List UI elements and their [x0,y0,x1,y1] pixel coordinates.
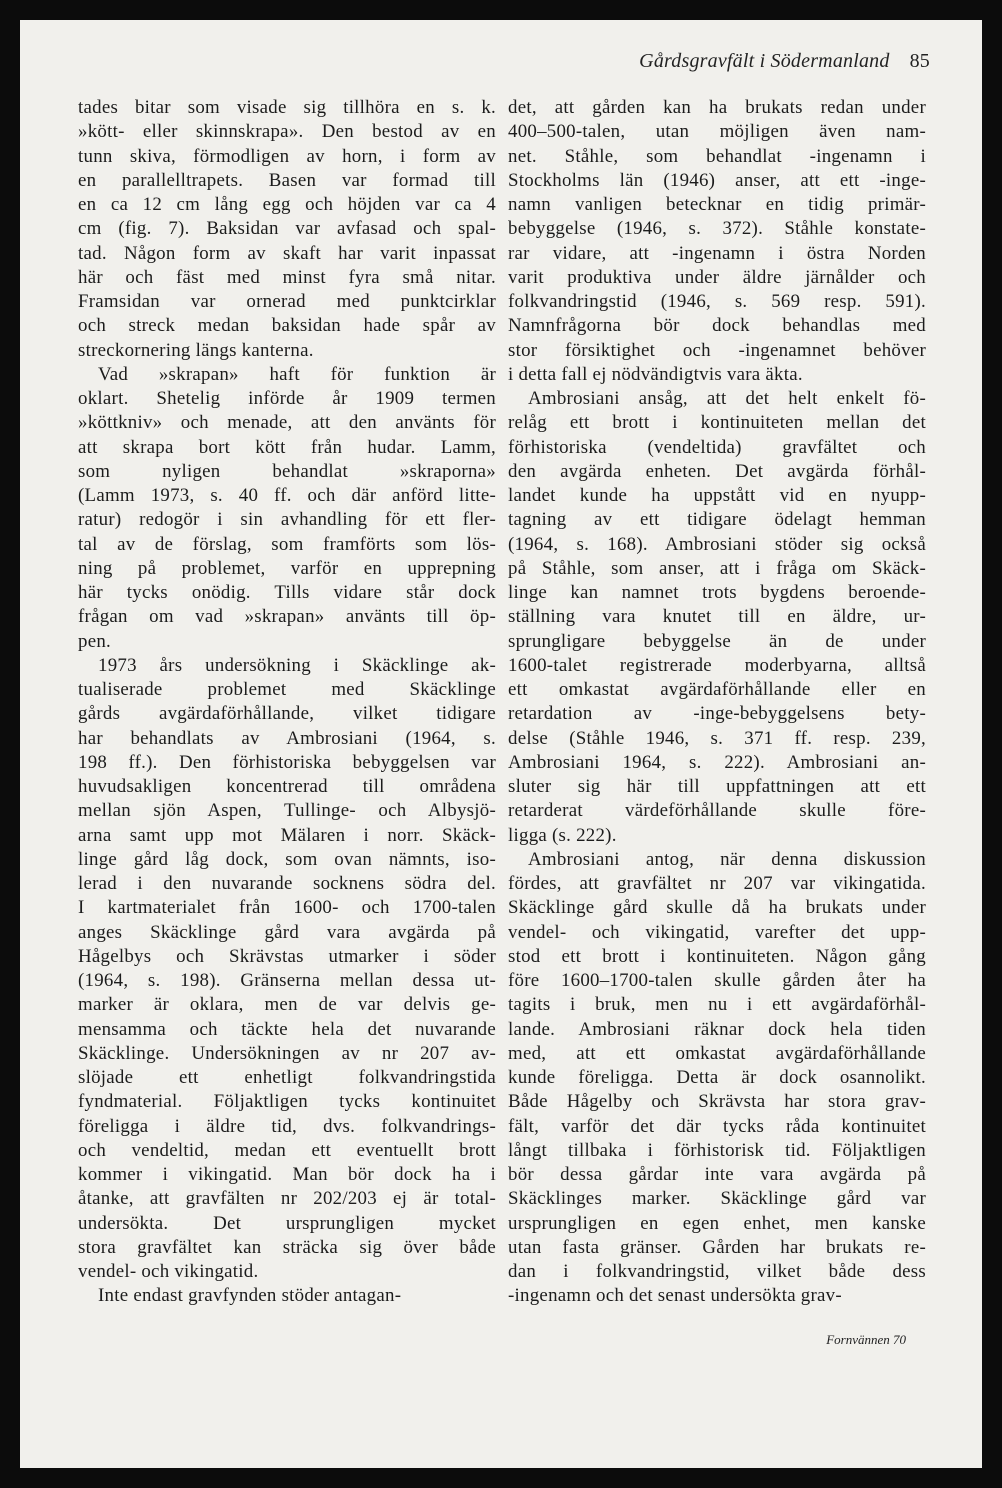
text-line: folkvandringstid (1946, s. 569 resp. 591). [508,291,926,312]
document-page [20,20,982,1468]
text-line: marker är oklara, men de var delvis ge- [78,994,496,1016]
text-line: (1964, s. 198). Gränserna mellan dessa ut- [78,970,496,991]
text-line: och vendeltid, medan ett eventuellt brott [78,1139,496,1161]
text-line: linge kan namnet trots bygdens beroende- [508,582,926,603]
text-line: ställning vara knutet till en äldre, ur- [508,606,926,628]
text-line: Framsidan var ornerad med punktcirklar [78,291,496,312]
text-line: stora gravfältet kan sträcka sig över både [78,1236,496,1258]
text-line: som nyligen behandlat »skraporna» [78,460,496,482]
text-line: här och fäst med minst fyra små nitar. [78,266,496,288]
text-line: tades bitar som visade sig tillhöra en s. k. [78,97,496,118]
text-line: bebyggelse (1946, s. 372). Ståhle konstate- [508,218,926,240]
text-line: slöjade ett enhetligt folkvandringstida [78,1067,496,1088]
text-line: föreligga i äldre tid, dvs. folkvandrings- [78,1115,496,1137]
text-line: dan i folkvandringstid, vilket både dess [508,1261,926,1282]
text-line: »köttkniv» och menade, att den använts för [78,412,496,434]
text-line: tunn skiva, förmodligen av horn, i form av [78,145,496,167]
text-line: Stockholms län (1946) anser, att ett -inge- [508,169,926,191]
text-line: tad. Någon form av skaft har varit inpassat [78,242,496,264]
text-line: 400–500-talen, utan möjligen även nam- [508,121,926,143]
text-line: Ambrosiani ansåg, att det helt enkelt fö- [528,388,926,409]
text-line: en ca 12 cm lång egg och höjden var ca 4 [78,194,496,215]
text-line: åtanke, att gravfälten nr 202/203 ej är total- [78,1188,496,1210]
text-line: delse (Ståhle 1946, s. 371 ff. resp. 239, [508,727,926,749]
text-line: anges Skäcklinge gård vara avgärda på [78,921,496,943]
text-line: Namnfrågorna bör dock behandlas med [508,315,926,337]
text-line: bör dessa gårdar inte vara avgärda på [508,1164,926,1185]
text-line: Skäcklinge gård skulle då ha brukats under [508,897,926,919]
text-line: landet kunde ha uppstått vid en nyupp- [508,485,926,506]
text-line: fördes, att gravfältet nr 207 var vikingatida. [508,873,926,894]
text-line: Inte endast gravfynden stöder antagan- [98,1285,402,1307]
text-line: i detta fall ej nödvändigtvis vara äkta. [508,363,803,385]
text-line: Både Hågelby och Skrävsta har stora grav- [508,1091,926,1113]
text-line: Ambrosiani antog, när denna diskussion [528,848,926,870]
text-line: och streck medan baksidan hade spår av [78,315,496,337]
text-line: en parallelltrapets. Basen var formad till [78,169,496,191]
text-line: före 1600–1700-talen skulle gården åter ha [508,970,926,991]
right-text-column [508,96,926,1309]
text-line: varit produktiva under äldre järnålder och [508,266,926,288]
text-line: I kartmaterialet från 1600- och 1700-talen [78,897,496,919]
text-line: gårds avgärdaförhållande, vilket tidigare [78,703,496,725]
text-line: kommer i vikingatid. Man bör dock ha i [78,1164,496,1185]
text-line: pen. [78,630,111,652]
text-line: mellan sjön Aspen, Tullinge- och Albysjö- [78,800,496,822]
text-line: stor försiktighet och -ingenamnet behöver [508,339,926,361]
text-line: att skrapa bort kött från hudar. Lamm, [78,436,496,458]
text-line: långt tillbaka i förhistorisk tid. Följaktligen [508,1139,926,1161]
running-title: Gårdsgravfält i Södermanland [639,50,890,72]
text-line: har behandlats av Ambrosiani (1964, s. [78,727,496,749]
text-line: retarderat värdeförhållande skulle före- [508,800,926,822]
left-text-column [78,96,496,1309]
text-line: här tycks onödig. Tills vidare står dock [78,582,496,603]
text-line: stod ett brott i kontinuiteten. Någon gång [508,945,926,967]
text-line: Skäcklinge. Undersökningen av nr 207 av- [78,1042,496,1064]
text-line: kunde föreligga. Detta är dock osannolikt. [508,1067,926,1088]
text-line: vendel- och vikingatid, varefter det upp- [508,921,926,943]
text-line: retardation av -inge-bebyggelsens bety- [508,703,926,725]
text-line: förhistoriska (vendeltida) gravfältet och [508,436,926,458]
text-line: rar vidare, att -ingenamn i östra Norden [508,242,926,264]
text-line: tualiserade problemet med Skäcklinge [78,679,496,700]
text-line: frågan om vad »skrapan» använts till öp- [78,606,496,628]
text-line: namn vanligen betecknar en tidig primär- [508,194,926,215]
text-line: sprungligare bebyggelse än de under [508,630,926,652]
text-line: ratur) redogör i sin avhandling för ett fler- [78,509,496,531]
text-line: -ingenamn och det senast undersökta grav- [508,1285,842,1307]
page-number: 85 [909,50,930,72]
footer-journal-name: Fornvännen 70 [826,1332,906,1347]
text-line: Ambrosiani 1964, s. 222). Ambrosiani an- [508,751,926,773]
text-line: linge gård låg dock, som ovan nämnts, iso- [78,848,496,870]
text-line: arna samt upp mot Mälaren i norr. Skäck- [78,824,496,846]
text-line: ligga (s. 222). [508,824,617,846]
text-line: »kött- eller skinnskrapa». Den bestod av en [78,121,496,143]
text-line: med, att ett omkastat avgärdaförhållande [508,1042,926,1064]
text-line: (Lamm 1973, s. 40 ff. och där anförd litte- [78,485,496,506]
text-line: den avgärda enheten. Det avgärda förhål- [508,460,926,482]
text-line: Vad »skrapan» haft för funktion är [98,363,496,385]
text-line: Hågelbys och Skrävstas utmarker i söder [78,945,496,967]
text-line: ursprungligen en egen enhet, men kanske [508,1212,926,1234]
text-line: fält, varför det där tycks råda kontinuitet [508,1115,926,1137]
text-line: cm (fig. 7). Baksidan var avfasad och spal- [78,218,496,240]
text-line: 1600-talet registrerade moderbyarna, alltså [508,654,926,676]
text-line: på Ståhle, som anser, att i fråga om Skäck- [508,557,926,579]
text-line: streckornering längs kanterna. [78,339,314,361]
running-header [639,50,930,73]
text-line: sluter sig här till uppfattningen att ett [508,776,926,797]
text-line: det, att gården kan ha brukats redan under [508,97,926,118]
text-line: huvudsakligen koncentrerad till områdena [78,776,496,797]
text-line: (1964, s. 168). Ambrosiani stöder sig också [508,533,926,555]
text-line: tal av de förslag, som framförts som lös- [78,533,496,555]
text-line: ning på problemet, varför en upprepning [78,557,496,579]
text-line: 1973 års undersökning i Skäcklinge ak- [98,654,496,676]
text-line: mensamma och täckte hela det nuvarande [78,1018,496,1040]
text-line: tagits i bruk, men nu i ett avgärdaförhål- [508,994,926,1016]
text-line: tagning av ett tidigare ödelagt hemman [508,509,926,531]
text-line: undersökta. Det ursprungligen mycket [78,1212,496,1234]
text-line: vendel- och vikingatid. [78,1261,259,1282]
text-line: Skäcklinges marker. Skäcklinge gård var [508,1188,926,1210]
text-line: 198 ff.). Den förhistoriska bebyggelsen var [78,751,496,773]
text-line: net. Ståhle, som behandlat -ingenamn i [508,145,926,167]
text-line: relåg ett brott i kontinuiteten mellan det [508,412,926,434]
text-line: fyndmaterial. Följaktligen tycks kontinuitet [78,1091,496,1113]
text-line: utan fasta gränser. Gården har brukats re- [508,1236,926,1258]
text-line: lande. Ambrosiani räknar dock hela tiden [508,1018,926,1040]
text-line: oklart. Shetelig införde år 1909 termen [78,388,496,409]
text-line: lerad i den nuvarande socknens södra del. [78,873,496,894]
text-line: ett omkastat avgärdaförhållande eller en [508,679,926,700]
